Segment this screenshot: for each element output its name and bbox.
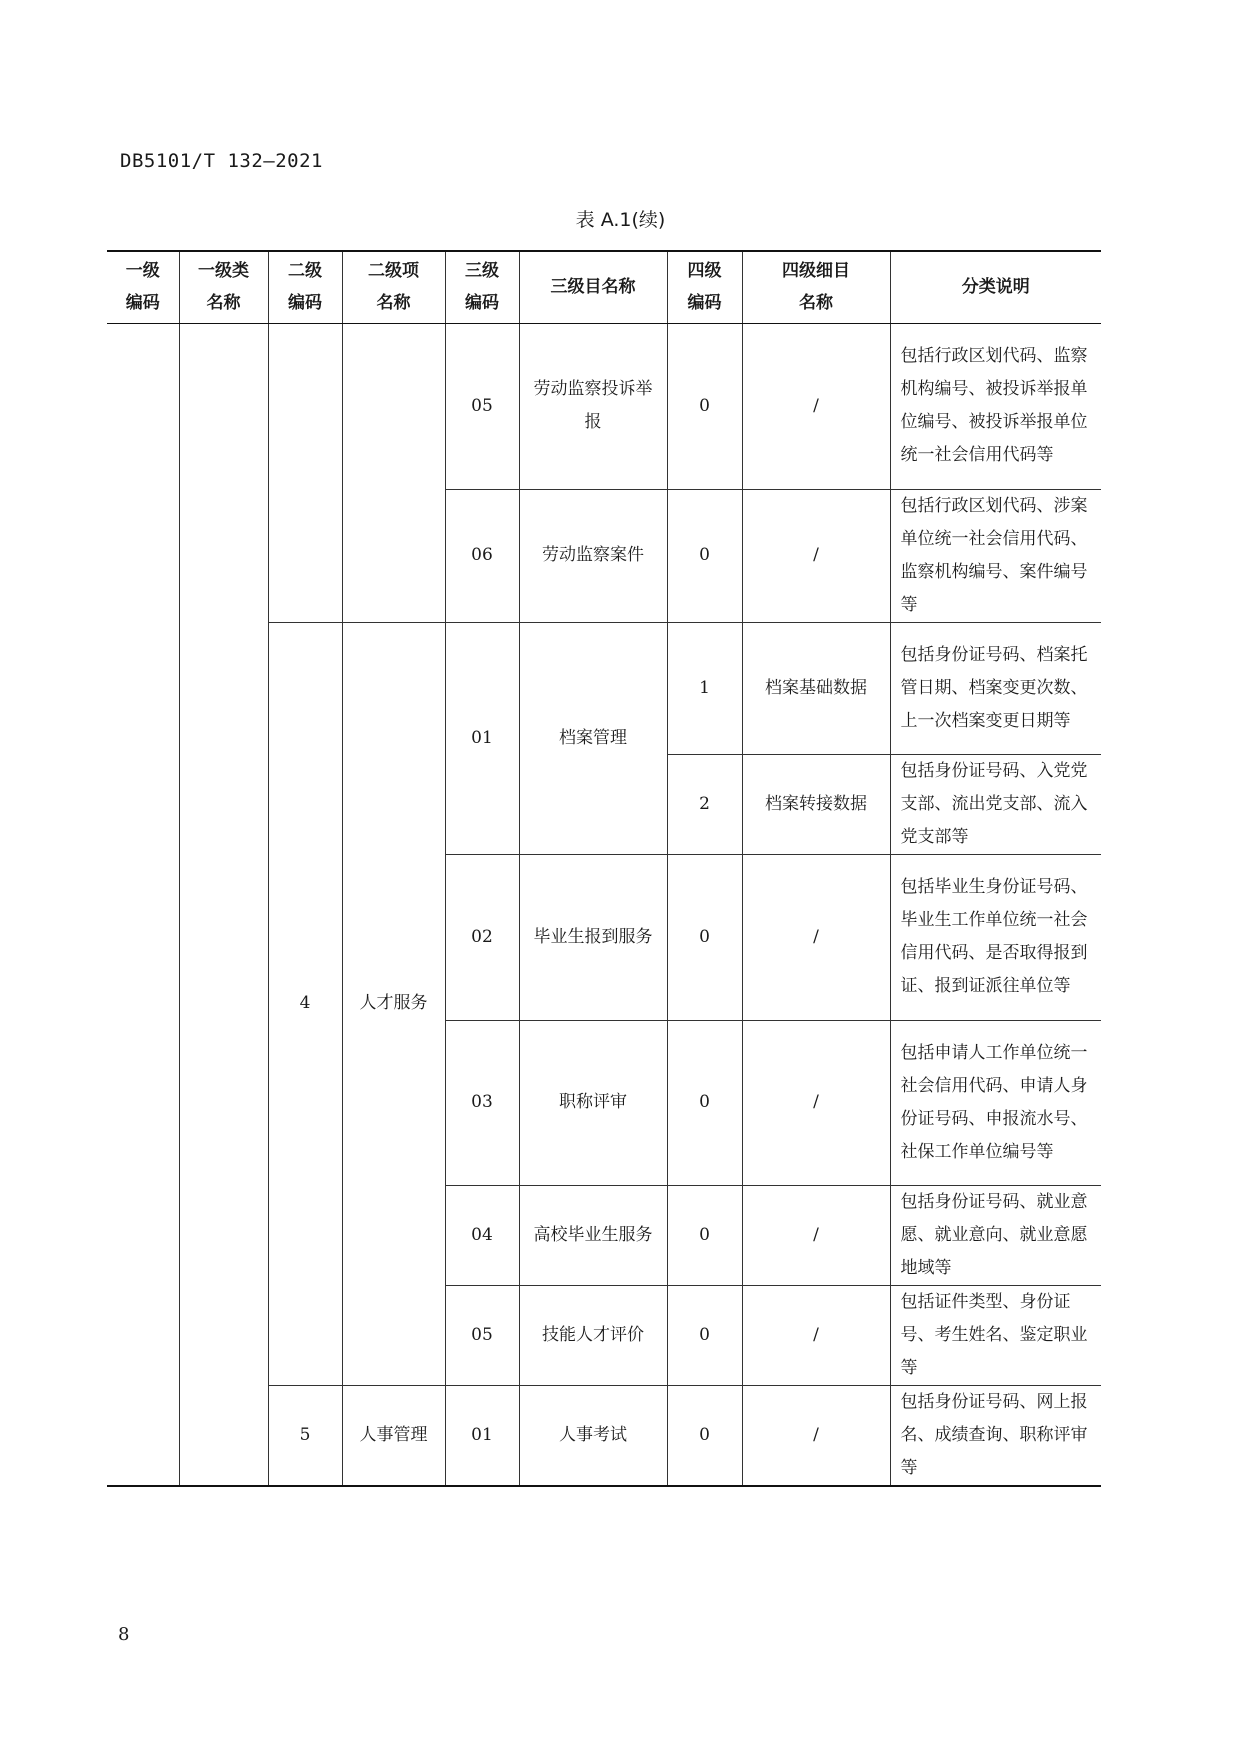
- header-cell: 四级 编码: [667, 251, 742, 323]
- header-cell: 分类说明: [890, 251, 1101, 323]
- header-cell: 三级目名称: [519, 251, 667, 323]
- level2-code-cell: [268, 323, 342, 622]
- level4-code-cell: 1: [667, 622, 742, 754]
- level4-name-cell: 档案转接数据: [742, 754, 890, 854]
- document-code: DB5101/T 132—2021: [120, 150, 323, 172]
- level2-name-cell: [342, 323, 445, 622]
- level4-name-cell: 档案基础数据: [742, 622, 890, 754]
- header-cell: 一级 编码: [107, 251, 179, 323]
- level4-code-cell: 0: [667, 1385, 742, 1486]
- level3-code-cell: 03: [445, 1020, 519, 1185]
- level3-code-cell: 01: [445, 1385, 519, 1486]
- description-cell: 包括申请人工作单位统一社会信用代码、申请人身份证号码、申报流水号、社保工作单位编号等: [890, 1020, 1101, 1185]
- level4-name-cell: /: [742, 1020, 890, 1185]
- level1-code-cell: [107, 323, 179, 1486]
- level2-name-cell: 人才服务: [342, 622, 445, 1385]
- level4-code-cell: 0: [667, 489, 742, 622]
- level4-code-cell: 0: [667, 1185, 742, 1285]
- header-cell: 二级 编码: [268, 251, 342, 323]
- level3-code-cell: 05: [445, 323, 519, 489]
- level3-name-cell: 档案管理: [519, 622, 667, 854]
- description-cell: 包括证件类型、身份证号、考生姓名、鉴定职业等: [890, 1285, 1101, 1385]
- level4-code-cell: 0: [667, 1020, 742, 1185]
- description-cell: 包括身份证号码、入党党支部、流出党支部、流入党支部等: [890, 754, 1101, 854]
- header-cell: 四级细目 名称: [742, 251, 890, 323]
- level3-name-cell: 技能人才评价: [519, 1285, 667, 1385]
- level4-code-cell: 0: [667, 854, 742, 1020]
- level2-name-cell: 人事管理: [342, 1385, 445, 1486]
- level4-name-cell: /: [742, 854, 890, 1020]
- level2-code-cell: 5: [268, 1385, 342, 1486]
- level4-code-cell: 0: [667, 1285, 742, 1385]
- level3-name-cell: 毕业生报到服务: [519, 854, 667, 1020]
- level1-name-cell: [179, 323, 268, 1486]
- level3-name-cell: 高校毕业生服务: [519, 1185, 667, 1285]
- level3-name-cell: 劳动监察案件: [519, 489, 667, 622]
- description-cell: 包括行政区划代码、监察机构编号、被投诉举报单位编号、被投诉举报单位统一社会信用代码等: [890, 323, 1101, 489]
- description-cell: 包括身份证号码、网上报名、成绩查询、职称评审等: [890, 1385, 1101, 1486]
- level4-name-cell: /: [742, 323, 890, 489]
- header-cell: 一级类 名称: [179, 251, 268, 323]
- level4-name-cell: /: [742, 1285, 890, 1385]
- level3-name-cell: 职称评审: [519, 1020, 667, 1185]
- level4-code-cell: 0: [667, 323, 742, 489]
- level4-code-cell: 2: [667, 754, 742, 854]
- description-cell: 包括身份证号码、档案托管日期、档案变更次数、上一次档案变更日期等: [890, 622, 1101, 754]
- classification-table: [107, 250, 1101, 1487]
- level2-code-cell: 4: [268, 622, 342, 1385]
- level3-code-cell: 06: [445, 489, 519, 622]
- header-row: [107, 251, 1101, 323]
- level3-name-cell: 人事考试: [519, 1385, 667, 1486]
- level4-name-cell: /: [742, 1185, 890, 1285]
- level3-code-cell: 04: [445, 1185, 519, 1285]
- level4-name-cell: /: [742, 489, 890, 622]
- description-cell: 包括身份证号码、就业意愿、就业意向、就业意愿地域等: [890, 1185, 1101, 1285]
- description-cell: 包括行政区划代码、涉案单位统一社会信用代码、监察机构编号、案件编号等: [890, 489, 1101, 622]
- level3-code-cell: 05: [445, 1285, 519, 1385]
- table-title: 表 A.1(续): [575, 209, 666, 231]
- description-cell: 包括毕业生身份证号码、毕业生工作单位统一社会信用代码、是否取得报到证、报到证派往单位等: [890, 854, 1101, 1020]
- page-number: 8: [118, 1624, 130, 1645]
- table-row: [107, 323, 1101, 489]
- level3-name-cell: 劳动监察投诉举报: [519, 323, 667, 489]
- level4-name-cell: /: [742, 1385, 890, 1486]
- header-cell: 三级 编码: [445, 251, 519, 323]
- level3-code-cell: 01: [445, 622, 519, 854]
- header-cell: 二级项 名称: [342, 251, 445, 323]
- level3-code-cell: 02: [445, 854, 519, 1020]
